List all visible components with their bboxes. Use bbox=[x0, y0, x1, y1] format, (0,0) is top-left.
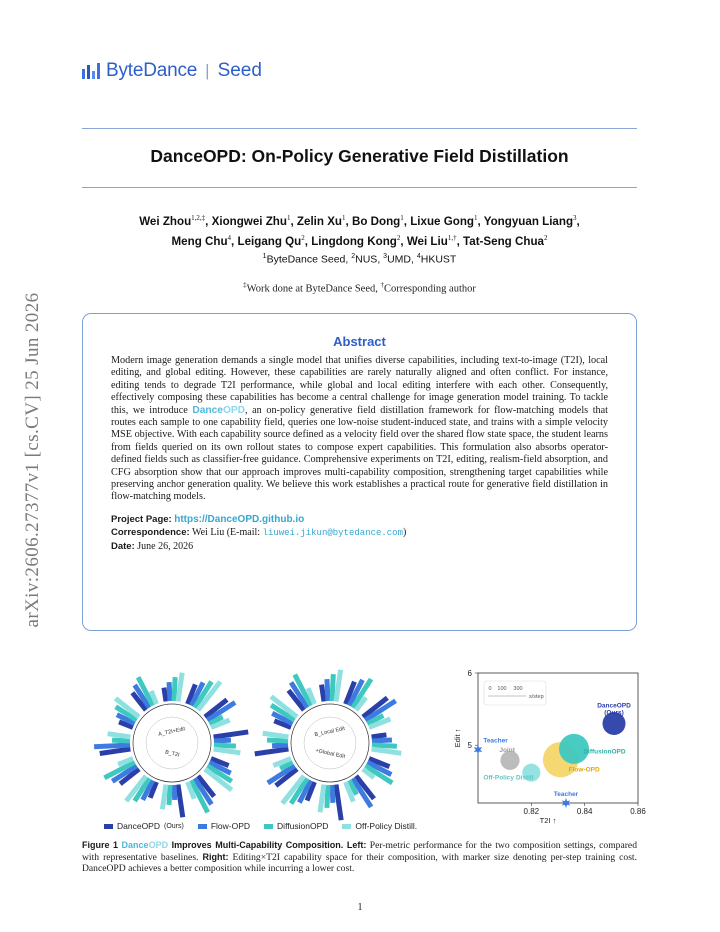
bytedance-logo-icon bbox=[82, 63, 100, 79]
affil-separator: , bbox=[377, 253, 384, 266]
radial-chart-right bbox=[255, 670, 401, 820]
radial-bar bbox=[272, 745, 288, 746]
author-line-1 bbox=[82, 210, 637, 230]
radial-bar bbox=[327, 679, 328, 701]
author-separator: , bbox=[477, 214, 484, 228]
y-tick-label: 6 bbox=[467, 669, 472, 678]
legend-label: Flow-OPD bbox=[210, 821, 251, 831]
radial-bar bbox=[320, 785, 324, 813]
point-label: Teacher bbox=[553, 791, 579, 798]
radial-bar bbox=[174, 677, 175, 701]
author-separator: , bbox=[231, 234, 238, 248]
radial-bar bbox=[214, 732, 249, 737]
affil-separator: , bbox=[410, 253, 417, 266]
radial-bar bbox=[372, 745, 397, 746]
radial-bar bbox=[263, 733, 289, 737]
author-line-2 bbox=[82, 230, 637, 250]
radial-inner-ring bbox=[304, 717, 356, 769]
author-affil-mark: 1 bbox=[342, 214, 346, 222]
author-name: Meng Chu bbox=[171, 234, 228, 248]
size-legend-unit: s/step bbox=[529, 694, 544, 700]
figure-legend bbox=[104, 821, 417, 831]
affil-mark: 1 bbox=[262, 253, 267, 260]
point-label: Teacher bbox=[483, 737, 508, 745]
author-separator: , bbox=[345, 214, 352, 228]
affil-name: UMD bbox=[387, 253, 411, 266]
legend-label-note: (Ours) bbox=[164, 822, 184, 830]
logo-separator: | bbox=[205, 61, 210, 80]
radial-center-label: A_T2I+Edit bbox=[157, 726, 186, 738]
y-tick-label: 5 bbox=[467, 741, 472, 751]
x-tick-label: 0.82 bbox=[523, 807, 540, 816]
author-name: Wei Zhou bbox=[139, 214, 192, 228]
radial-bar bbox=[372, 735, 387, 737]
legend-label: Off-Policy Distill. bbox=[355, 821, 418, 831]
radial-bar bbox=[214, 745, 236, 746]
size-legend-tick: 100 bbox=[497, 686, 507, 692]
radial-center-label: +Global Edit bbox=[314, 747, 346, 761]
author-name: Lingdong Kong bbox=[311, 234, 397, 248]
author-affil-mark: 3 bbox=[573, 214, 577, 222]
paper-date: June 26, 2026 bbox=[137, 540, 194, 552]
paper-title: DanceOPD: On-Policy Generative Field Distillation bbox=[150, 146, 569, 166]
radial-axis-ring bbox=[291, 704, 369, 782]
radial-bar bbox=[164, 688, 166, 702]
author-separator: , bbox=[290, 214, 297, 228]
affil-name: NUS bbox=[355, 253, 378, 266]
author-name: Tat-Seng Chua bbox=[463, 234, 544, 248]
size-legend-tick: 0 bbox=[488, 686, 492, 692]
abstract-text: Modern image generation demands a single model that unifies diverse capabilities, including text-to-image (T2I), local editing, and global editing. However, these capabilities are rarely naturally aligned and often conflict. For instance, editing tends to degrade T2I performance, while global and local editing interfere with each other. Consequently, effectively composing these capabilities has become a central challenge for image generation model training. To tackle this, we introduce DanceOPD, an on-policy generative field distillation framework for flow-matching models that routes each sample to one capability field, queries one low-noise student-induced state, and trains with a simple velocity MSE objective. With each capability source defined as a velocity field over the shared flow state space, the student learns from fields queried on its own rollout states to compose expert capabilities. This formulation also absorbs operator-defined fields such as classifier-free guidance. Comprehensive experiments on T2I, editing, realism-field absorption, and CFG absorption show that our approach improves multi-capability composition, strengthening target capabilities while preserving anchor generation quality. We believe this work establishes a practical route for generative field distillation in flow-matching models. bbox=[111, 355, 608, 503]
affil-separator: , bbox=[345, 253, 352, 266]
abstract-heading: Abstract bbox=[333, 334, 386, 349]
legend-swatch bbox=[198, 824, 207, 829]
x-tick-label: 0.86 bbox=[630, 807, 646, 816]
author-affil-mark: 2 bbox=[396, 233, 401, 242]
author-affil-mark: 4 bbox=[227, 233, 232, 242]
radial-bar bbox=[214, 749, 241, 753]
radial-bar bbox=[322, 685, 324, 702]
radial-bar bbox=[214, 740, 231, 741]
radial-bar bbox=[336, 670, 341, 702]
logo-brand: ByteDance bbox=[106, 60, 198, 81]
abstract-box bbox=[82, 313, 637, 631]
author-name: Bo Dong bbox=[351, 214, 401, 228]
affil-mark: 4 bbox=[416, 253, 421, 260]
radial-bar bbox=[94, 745, 130, 747]
author-list bbox=[82, 210, 637, 250]
size-legend-box bbox=[484, 681, 546, 705]
legend-item bbox=[264, 821, 328, 831]
figure-caption: Figure 1 DanceOPD Improves Multi-Capability Composition. Left: Per-metric performance for the two composition settings, compared with representative baselines. Right: Editing×T2I capability space for their composition, with marker size denoting per-step training cost. DanceOPD achieves a better composition while incurring a lower cost. bbox=[82, 840, 637, 874]
radial-bar bbox=[178, 673, 182, 702]
project-page-link[interactable]: https://DanceOPD.github.io bbox=[174, 513, 305, 525]
author-separator: , bbox=[205, 214, 212, 228]
note-text: Work done at ByteDance Seed bbox=[246, 283, 376, 295]
radial-axis-ring bbox=[133, 704, 211, 782]
radial-inner-ring bbox=[146, 717, 198, 769]
radial-bar bbox=[100, 749, 131, 753]
affiliations bbox=[82, 253, 637, 266]
radial-chart-left bbox=[94, 673, 248, 817]
note-separator: , bbox=[375, 283, 381, 295]
x-tick-label: 0.84 bbox=[576, 807, 593, 816]
author-affil-mark: 2 bbox=[543, 233, 548, 242]
radial-bar bbox=[332, 785, 333, 803]
legend-item bbox=[198, 821, 250, 831]
method-name: DanceOPD bbox=[192, 404, 246, 416]
radial-bar bbox=[267, 740, 288, 741]
note-mark: ‡ bbox=[243, 281, 247, 289]
author-affil-mark: 1 bbox=[286, 214, 291, 222]
author-name: Wei Liu bbox=[406, 234, 448, 248]
author-name: Yongyuan Liang bbox=[483, 214, 574, 228]
radial-bar bbox=[169, 682, 170, 701]
logo-seed: Seed bbox=[217, 60, 262, 81]
scatter-chart bbox=[453, 669, 646, 825]
author-affil-mark: 2 bbox=[301, 233, 305, 242]
radial-bar bbox=[327, 785, 328, 808]
author-separator: , bbox=[400, 234, 407, 248]
radial-bar bbox=[174, 785, 175, 800]
radial-center-label: B_Local Edit bbox=[314, 725, 346, 739]
x-axis-label: T2I ↑ bbox=[539, 816, 557, 825]
author-name: Lixue Gong bbox=[410, 214, 474, 228]
legend-item bbox=[104, 821, 184, 831]
bytedance-seed-logo bbox=[82, 60, 262, 82]
radial-bar bbox=[336, 785, 341, 821]
note-text: Corresponding author bbox=[384, 283, 476, 295]
author-separator: , bbox=[403, 214, 411, 228]
affil-name: HKUST bbox=[420, 253, 457, 266]
author-name: Xiongwei Zhu bbox=[211, 214, 287, 228]
legend-label: DiffusionOPD bbox=[277, 821, 329, 831]
affil-name: ByteDance Seed bbox=[266, 253, 346, 266]
legend-swatch bbox=[264, 824, 273, 829]
author-affil-mark: 1 bbox=[473, 214, 478, 222]
size-legend-tick: 300 bbox=[513, 686, 523, 692]
radial-bar bbox=[178, 785, 183, 818]
radial-bar bbox=[162, 785, 166, 810]
point-label: (Ours) bbox=[604, 709, 624, 717]
radial-bar bbox=[255, 749, 289, 754]
author-name: Zelin Xu bbox=[296, 214, 343, 228]
radial-bar bbox=[332, 674, 333, 701]
author-affil-mark: 1 bbox=[400, 214, 404, 222]
author-separator: , bbox=[576, 214, 580, 228]
legend-swatch bbox=[104, 824, 113, 829]
correspondence-email-link[interactable]: liuwei.jikun@bytedance.com bbox=[262, 527, 403, 538]
legend-item bbox=[342, 821, 417, 831]
arxiv-stamp: arXiv:2606.27377v1 [cs.CV] 25 Jun 2026 bbox=[22, 292, 43, 628]
author-affil-mark: 1,† bbox=[447, 233, 457, 242]
page-number: 1 bbox=[357, 902, 363, 913]
legend-label: DanceOPD bbox=[117, 821, 160, 831]
affil-mark: 2 bbox=[351, 253, 356, 260]
y-axis-label: Edit ↑ bbox=[453, 728, 462, 748]
author-affil-mark: 1,2,‡ bbox=[191, 214, 206, 222]
author-separator: , bbox=[304, 234, 312, 248]
author-notes bbox=[82, 281, 637, 295]
header-rule-top bbox=[82, 128, 637, 129]
point-label: Flow-OPD bbox=[568, 766, 600, 774]
header-rule-bottom bbox=[82, 187, 637, 188]
radial-bar bbox=[372, 740, 392, 741]
point-label: Off-Policy Distill bbox=[483, 774, 534, 782]
author-separator: , bbox=[456, 234, 464, 248]
paper-meta: Project Page: https://DanceOPD.github.io Correspondence: Wei Liu (E-mail: liuwei.jikun@bytedance.com) Date: June 26, 2026 bbox=[111, 513, 407, 552]
affil-mark: 3 bbox=[383, 253, 388, 260]
author-name: Leigang Qu bbox=[237, 234, 302, 248]
note-mark: † bbox=[380, 281, 384, 289]
radial-bar bbox=[169, 785, 170, 805]
radial-bar bbox=[108, 734, 131, 737]
radial-bar bbox=[112, 740, 130, 741]
point-label: Joint bbox=[499, 747, 515, 755]
point-label: DanceOPD bbox=[597, 702, 631, 710]
point-label: DiffusionOPD bbox=[583, 748, 626, 756]
radial-bar bbox=[372, 749, 402, 753]
legend-swatch bbox=[342, 824, 351, 829]
radial-center-label: B_T2I bbox=[164, 749, 181, 759]
figure-1 bbox=[82, 645, 646, 845]
